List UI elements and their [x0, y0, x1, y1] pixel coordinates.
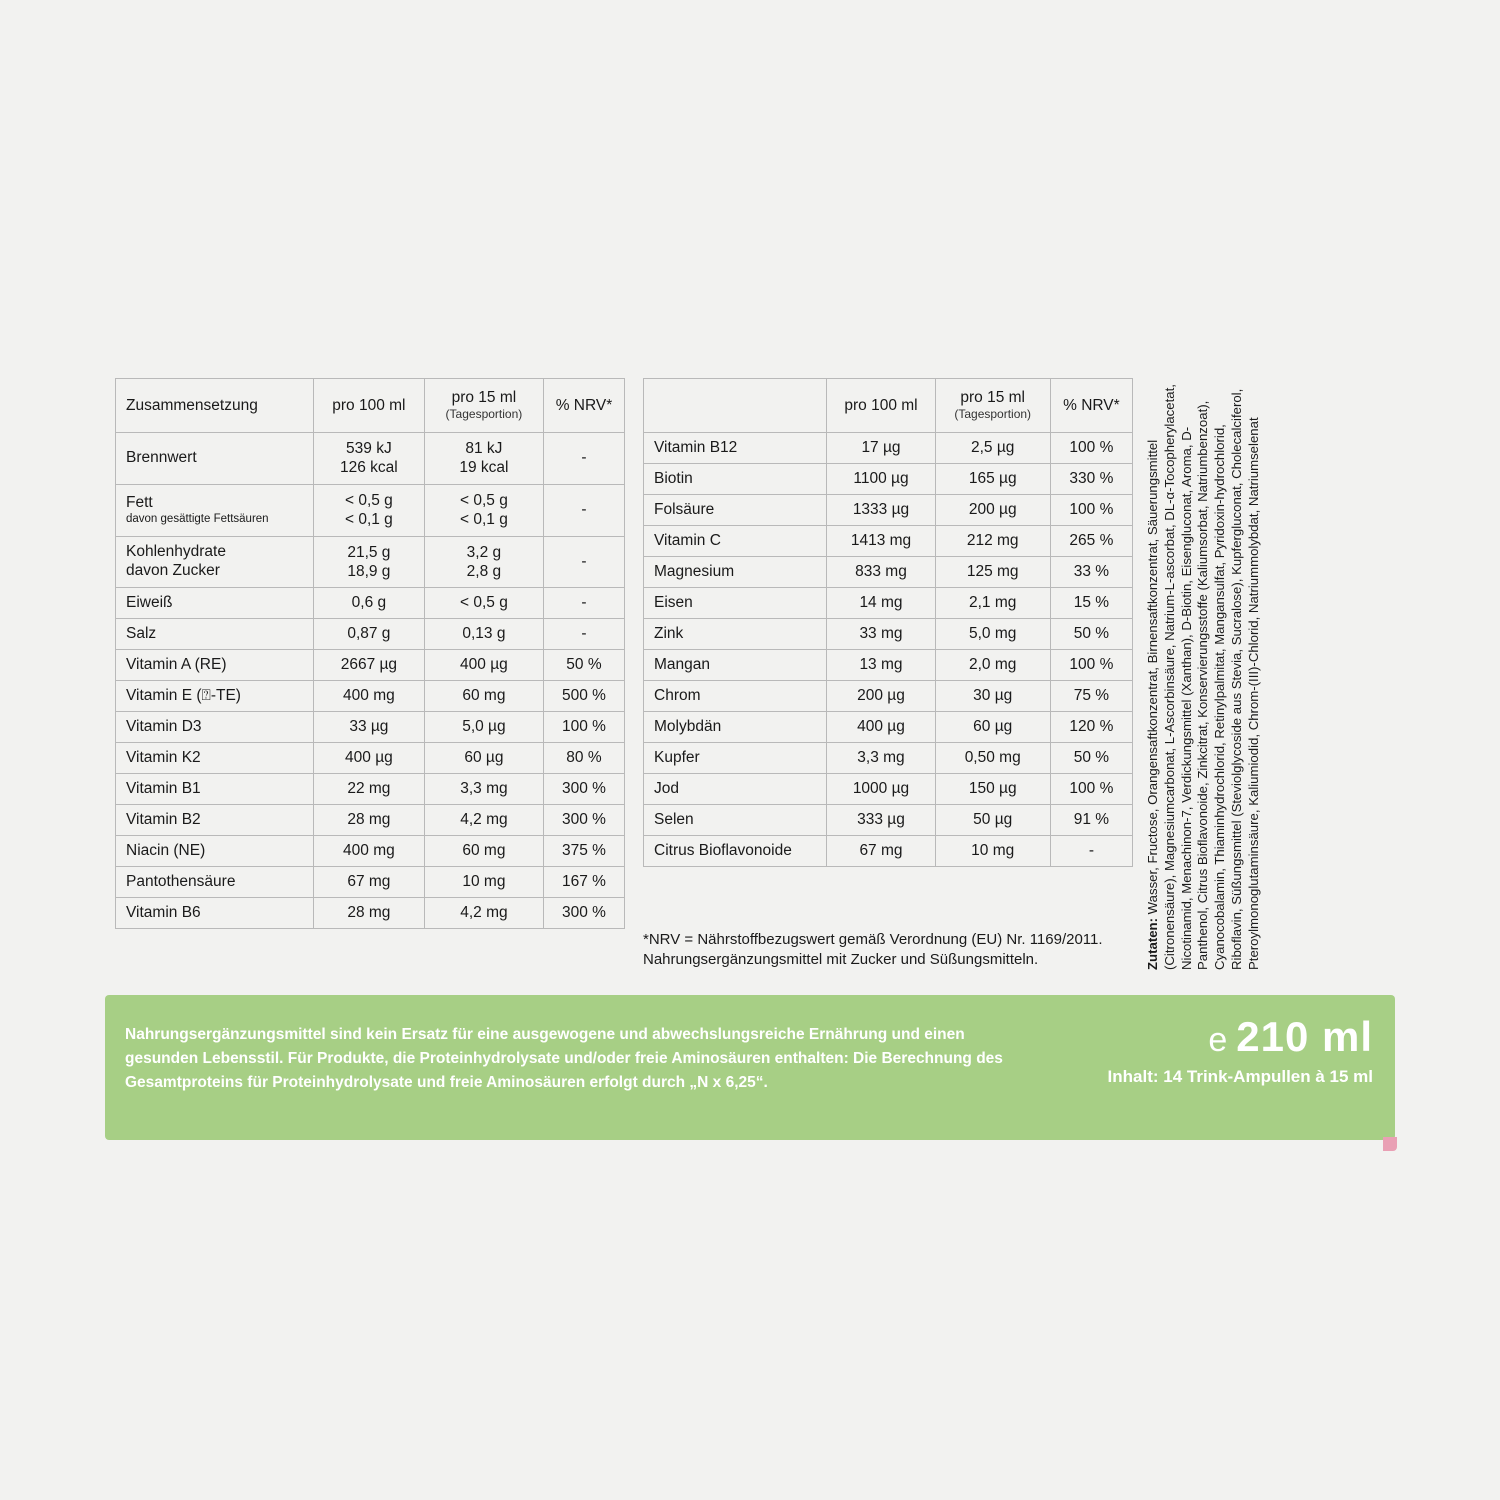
- row-per-100ml: [313, 433, 424, 485]
- row-nrv: 330 %: [1050, 464, 1132, 495]
- row-per-100ml: 28 mg: [313, 898, 424, 929]
- nrv-footnote-line1: *NRV = Nährstoffbezugswert gemäß Verordnung (EU) Nr. 1169/2011.: [643, 931, 1103, 948]
- header-per-100ml: pro 100 ml: [827, 379, 935, 433]
- row-name: Selen: [644, 805, 827, 836]
- table-row: [644, 619, 1133, 650]
- row-per-15ml: 2,5 µg: [935, 433, 1050, 464]
- row-name: Folsäure: [644, 495, 827, 526]
- row-nrv: 50 %: [1050, 619, 1132, 650]
- row-name: Kupfer: [644, 743, 827, 774]
- row-per-100ml: 3,3 mg: [827, 743, 935, 774]
- table-row: [644, 464, 1133, 495]
- row-nrv: -: [543, 484, 624, 536]
- row-nrv: 300 %: [543, 774, 624, 805]
- row-per-15ml: 3,3 mg: [424, 774, 543, 805]
- row-per-100ml: 1333 µg: [827, 495, 935, 526]
- row-name: Vitamin B1: [116, 774, 314, 805]
- row-name: [116, 484, 314, 536]
- row-name: Magnesium: [644, 557, 827, 588]
- row-nrv: 167 %: [543, 867, 624, 898]
- row-per-100ml: 400 µg: [827, 712, 935, 743]
- row-name: Pantothensäure: [116, 867, 314, 898]
- table-row: [116, 650, 625, 681]
- row-per-15ml: 125 mg: [935, 557, 1050, 588]
- table-row: [644, 495, 1133, 526]
- row-name: Vitamin C: [644, 526, 827, 557]
- row-name: Zink: [644, 619, 827, 650]
- row-nrv: 15 %: [1050, 588, 1132, 619]
- row-per-15ml: 10 mg: [424, 867, 543, 898]
- row-per-15ml: 212 mg: [935, 526, 1050, 557]
- row-nrv: 75 %: [1050, 681, 1132, 712]
- row-per-15ml: 50 µg: [935, 805, 1050, 836]
- header-per-15ml-main: pro 15 ml: [451, 389, 517, 406]
- row-per-15ml: [424, 536, 543, 588]
- row-per-15ml: 10 mg: [935, 836, 1050, 867]
- table-row: [644, 836, 1133, 867]
- row-name: Chrom: [644, 681, 827, 712]
- volume-block: [1108, 1013, 1373, 1087]
- row-per-15ml: 400 µg: [424, 650, 543, 681]
- row-per-15ml: 2,1 mg: [935, 588, 1050, 619]
- row-nrv: 100 %: [1050, 774, 1132, 805]
- row-name: Citrus Bioflavonoide: [644, 836, 827, 867]
- row-per-100ml: 67 mg: [313, 867, 424, 898]
- row-per-15ml: 200 µg: [935, 495, 1050, 526]
- pack-content: Inhalt: 14 Trink-Ampullen à 15 ml: [1107, 1067, 1373, 1087]
- row-nrv: 265 %: [1050, 526, 1132, 557]
- row-name-main: Kohlenhydrate: [126, 542, 226, 560]
- row-per-100ml: [313, 536, 424, 588]
- header-per-15ml: [424, 379, 543, 433]
- row-per-100ml: 400 mg: [313, 681, 424, 712]
- row-per-15ml: 0,50 mg: [935, 743, 1050, 774]
- row-name: Jod: [644, 774, 827, 805]
- row-per-100ml: 833 mg: [827, 557, 935, 588]
- table-row: [116, 619, 625, 650]
- row-per-15ml: 165 µg: [935, 464, 1050, 495]
- row-name-sub: davon Zucker: [126, 561, 220, 579]
- table-row: [116, 588, 625, 619]
- table-row: [644, 433, 1133, 464]
- row-per-15ml-b: 2,8 g: [466, 562, 502, 580]
- header-per-15ml-sub: (Tagesportion): [954, 407, 1032, 421]
- ingredients-label: Zutaten:: [1145, 917, 1160, 970]
- row-per-100ml: 1000 µg: [827, 774, 935, 805]
- row-nrv: -: [543, 536, 624, 588]
- ingredients-text-rotated: [1145, 370, 1375, 970]
- row-per-15ml: 2,0 mg: [935, 650, 1050, 681]
- row-per-100ml: [313, 484, 424, 536]
- table-row: [644, 712, 1133, 743]
- row-nrv: 375 %: [543, 836, 624, 867]
- header-per-15ml-main: pro 15 ml: [960, 389, 1026, 406]
- row-name: Salz: [116, 619, 314, 650]
- row-name: [116, 536, 314, 588]
- table-row: [116, 743, 625, 774]
- table-row: [116, 681, 625, 712]
- row-per-15ml: < 0,5 g: [424, 588, 543, 619]
- row-name: Vitamin A (RE): [116, 650, 314, 681]
- table-row: [644, 650, 1133, 681]
- table-row: [644, 681, 1133, 712]
- row-per-100ml-a: 21,5 g: [347, 543, 391, 561]
- header-per-15ml-sub: (Tagesportion): [445, 407, 523, 421]
- row-per-15ml: [424, 433, 543, 485]
- nrv-footnote-line2: Nahrungsergänzungsmittel mit Zucker und Süßungsmitteln.: [643, 951, 1039, 969]
- corner-accent: [1383, 1137, 1397, 1151]
- row-nrv: 500 %: [543, 681, 624, 712]
- row-nrv: 100 %: [543, 712, 624, 743]
- row-per-100ml: 2667 µg: [313, 650, 424, 681]
- row-nrv: -: [543, 433, 624, 485]
- row-nrv: 100 %: [1050, 495, 1132, 526]
- row-per-100ml: 400 µg: [313, 743, 424, 774]
- row-per-15ml-a: < 0,5 g: [459, 491, 508, 509]
- row-name: Molybdän: [644, 712, 827, 743]
- row-per-100ml-b: < 0,1 g: [344, 511, 393, 529]
- table-row: [116, 836, 625, 867]
- table-row: [644, 774, 1133, 805]
- row-per-15ml-a: 3,2 g: [466, 543, 502, 561]
- row-per-15ml-a: 81 kJ: [465, 440, 503, 457]
- row-per-15ml: 60 mg: [424, 681, 543, 712]
- row-per-100ml: 28 mg: [313, 805, 424, 836]
- row-nrv: 120 %: [1050, 712, 1132, 743]
- row-nrv: 80 %: [543, 743, 624, 774]
- table-body: [644, 379, 1133, 867]
- row-name: Biotin: [644, 464, 827, 495]
- row-nrv: 50 %: [543, 650, 624, 681]
- table-body: [116, 379, 625, 929]
- header-composition: Zusammensetzung: [116, 379, 314, 433]
- e-mark: e: [1208, 1021, 1229, 1059]
- row-per-100ml-b: 126 kcal: [340, 459, 398, 477]
- row-nrv: 91 %: [1050, 805, 1132, 836]
- row-per-15ml: 60 µg: [424, 743, 543, 774]
- row-per-100ml: 67 mg: [827, 836, 935, 867]
- ingredients-text: Wasser, Fructose, Orangensaftkonzentrat, Birnensaftkonzentrat, Säuerungsmittel (Citronensäure), Magnesiumcarbonat, L-Ascorbinsäure, Natrium-L-ascorbat, DL-α-Tocopherylacetat, Nicotinamid, Menachinon-7, Verdickungsmittel (Xanthan), D-Biotin, Eisengluconat, Aroma, D-Panthenol, Citrus Bioflavonoide, Zinkcitrat, Konservierungsstoffe (Kaliumsorbat, Natriumbenzoat), Cyanocobalamin, Thiaminhydrochlorid, Retinylpalmitat, Mangansulfat, Pyridoxin-hydrochlorid, Riboflavin, Süßungsmittel (Steviolglycoside aus Stevia, Sucralose), Kupfergluconat, Cholecalciferol, Pteroylmonoglutaminsäure, Kaliumiodid, Chrom-(III)-Chlorid, Natriummolybdat, Natriumselenat: [1145, 384, 1261, 970]
- table-row: [116, 433, 625, 485]
- row-name-sub: davon gesättigte Fettsäuren: [126, 512, 269, 525]
- row-name: Niacin (NE): [116, 836, 314, 867]
- table-row: [116, 484, 625, 536]
- row-per-15ml-b: < 0,1 g: [459, 511, 508, 529]
- row-name: Eiweiß: [116, 588, 314, 619]
- row-per-100ml: 333 µg: [827, 805, 935, 836]
- header-per-15ml: [935, 379, 1050, 433]
- row-nrv: 100 %: [1050, 650, 1132, 681]
- nutrition-table-right: [643, 378, 1133, 867]
- row-per-100ml-a: < 0,5 g: [344, 491, 393, 509]
- table-row: [116, 805, 625, 836]
- row-per-100ml: 0,87 g: [313, 619, 424, 650]
- row-per-100ml-b: 18,9 g: [347, 562, 391, 580]
- row-per-15ml: 4,2 mg: [424, 898, 543, 929]
- row-name: Vitamin B2: [116, 805, 314, 836]
- table-row: [644, 526, 1133, 557]
- row-per-15ml: 4,2 mg: [424, 805, 543, 836]
- table-row: [644, 743, 1133, 774]
- row-name: Vitamin K2: [116, 743, 314, 774]
- ingredients-block: [1145, 370, 1375, 970]
- table-header-row: [644, 379, 1133, 433]
- row-name: Vitamin D3: [116, 712, 314, 743]
- row-name: Vitamin B12: [644, 433, 827, 464]
- row-per-15ml: 60 mg: [424, 836, 543, 867]
- row-name: Vitamin E (⍰-TE): [116, 681, 314, 712]
- nutrition-table-left: [115, 378, 625, 929]
- table-row: [116, 536, 625, 588]
- row-per-15ml: 150 µg: [935, 774, 1050, 805]
- supplement-disclaimer: Nahrungsergänzungsmittel sind kein Ersatz für eine ausgewogene und abwechslungsreiche Ernährung und einen gesunden Lebensstil. Für Produkte, die Proteinhydrolysate und/oder freie Aminosäuren enthalten: Die Berechnung des Gesamtproteins für Proteinhydrolysate und freie Aminosäuren erfolgt durch „N x 6,25“.: [125, 1026, 1003, 1092]
- table-row: [116, 867, 625, 898]
- row-per-100ml: 33 mg: [827, 619, 935, 650]
- row-per-15ml: 5,0 mg: [935, 619, 1050, 650]
- product-label: [105, 370, 1395, 1140]
- row-per-15ml-b: 19 kcal: [459, 459, 509, 477]
- row-name: Eisen: [644, 588, 827, 619]
- row-per-100ml: 33 µg: [313, 712, 424, 743]
- row-per-100ml: 22 mg: [313, 774, 424, 805]
- table-row: [116, 898, 625, 929]
- row-per-100ml: 13 mg: [827, 650, 935, 681]
- row-nrv: 50 %: [1050, 743, 1132, 774]
- row-name: Mangan: [644, 650, 827, 681]
- row-name-main: Fett: [126, 493, 153, 511]
- row-name: Vitamin B6: [116, 898, 314, 929]
- row-per-15ml: 60 µg: [935, 712, 1050, 743]
- row-nrv: 300 %: [543, 898, 624, 929]
- row-per-100ml: 17 µg: [827, 433, 935, 464]
- nrv-footnote: [643, 930, 1163, 971]
- row-per-100ml: 400 mg: [313, 836, 424, 867]
- row-nrv: -: [543, 619, 624, 650]
- row-per-15ml: 30 µg: [935, 681, 1050, 712]
- header-blank: [644, 379, 827, 433]
- volume-value: 210 ml: [1236, 1013, 1373, 1060]
- volume-amount: [1108, 1013, 1373, 1061]
- row-per-100ml: 1100 µg: [827, 464, 935, 495]
- header-nrv: % NRV*: [543, 379, 624, 433]
- row-per-100ml: 200 µg: [827, 681, 935, 712]
- row-nrv: 33 %: [1050, 557, 1132, 588]
- row-nrv: 300 %: [543, 805, 624, 836]
- table-header-row: [116, 379, 625, 433]
- row-per-100ml: 0,6 g: [313, 588, 424, 619]
- table-row: [644, 588, 1133, 619]
- row-nrv: 100 %: [1050, 433, 1132, 464]
- row-per-100ml: 14 mg: [827, 588, 935, 619]
- table-row: [644, 805, 1133, 836]
- row-per-100ml: 1413 mg: [827, 526, 935, 557]
- header-nrv: % NRV*: [1050, 379, 1132, 433]
- table-row: [644, 557, 1133, 588]
- table-row: [116, 774, 625, 805]
- footer-banner: [105, 995, 1395, 1140]
- header-per-100ml: pro 100 ml: [313, 379, 424, 433]
- row-nrv: -: [543, 588, 624, 619]
- row-per-100ml-a: 539 kJ: [346, 440, 392, 457]
- table-row: [116, 712, 625, 743]
- row-per-15ml: [424, 484, 543, 536]
- row-per-15ml: 0,13 g: [424, 619, 543, 650]
- row-name: Brennwert: [116, 433, 314, 485]
- row-per-15ml: 5,0 µg: [424, 712, 543, 743]
- row-nrv: -: [1050, 836, 1132, 867]
